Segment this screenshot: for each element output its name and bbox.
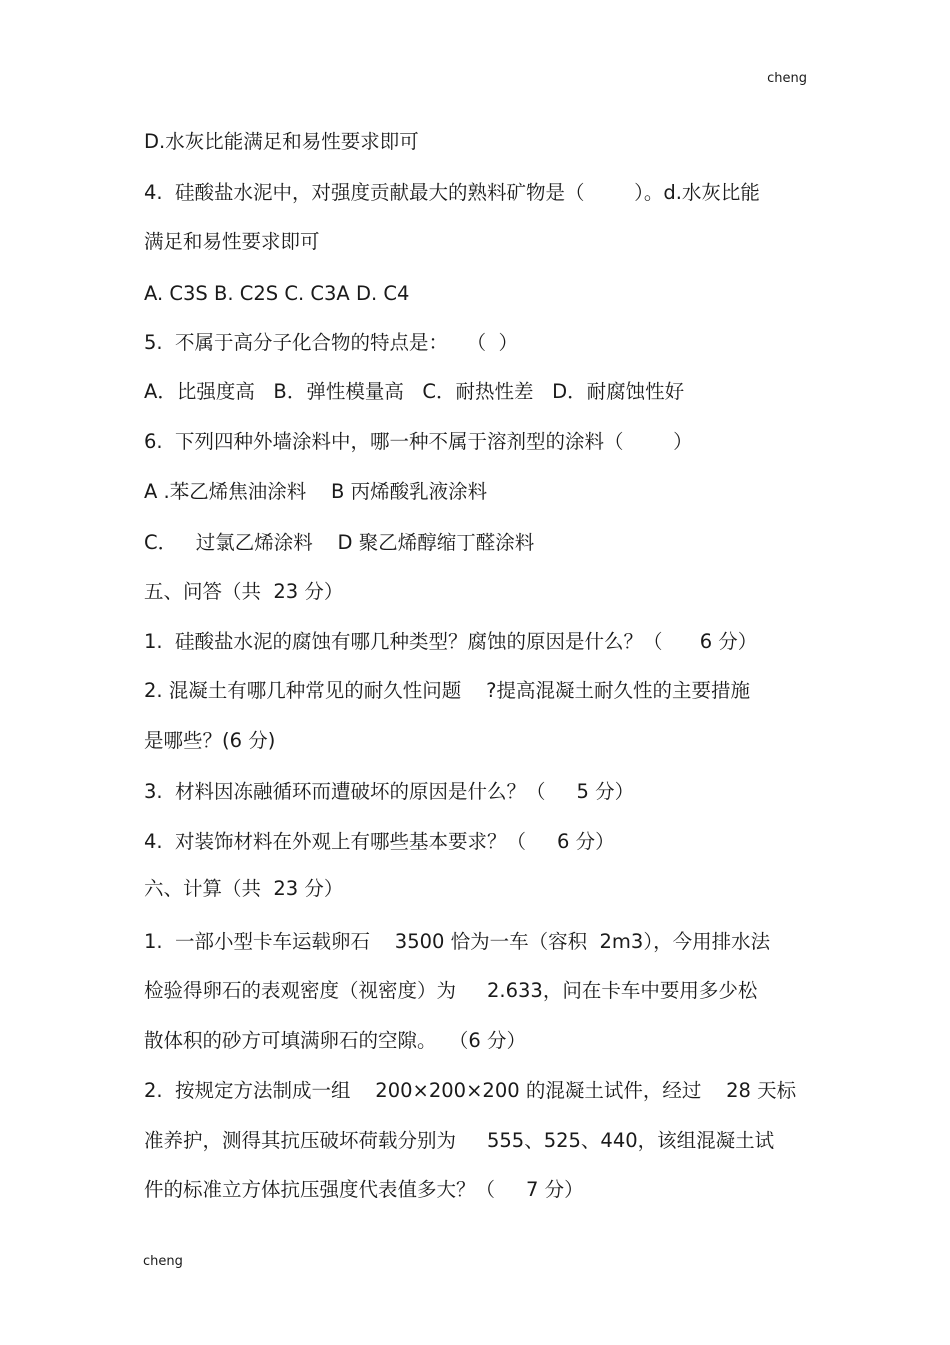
- text-line: 是哪些？(6 分): [144, 729, 276, 752]
- question-4-options: A. C3S B. C2S C. C3A D. C4: [144, 282, 410, 305]
- page-header: cheng: [767, 71, 807, 86]
- text-line: 件的标准立方体抗压强度代表值多大？（ 7 分）: [144, 1178, 584, 1201]
- qa-question-1: 1. 硅酸盐水泥的腐蚀有哪几种类型？腐蚀的原因是什么？（ 6 分）: [144, 630, 758, 653]
- section-heading-calc: 六、计算（共 23 分）: [144, 877, 344, 900]
- question-4: 4. 硅酸盐水泥中，对强度贡献最大的熟料矿物是（ ）。d.水灰比能: [144, 181, 760, 204]
- section-heading-qa: 五、问答（共 23 分）: [144, 580, 344, 603]
- qa-question-4: 4. 对装饰材料在外观上有哪些基本要求？（ 6 分）: [144, 830, 615, 853]
- page-footer: cheng: [143, 1254, 183, 1269]
- text-line: 检验得卵石的表观密度（视密度）为 2.633，问在卡车中要用多少松: [144, 979, 758, 1002]
- qa-question-2: 2. 混凝土有哪几种常见的耐久性问题 ?提高混凝土耐久性的主要措施: [144, 679, 750, 702]
- text-line: 满足和易性要求即可: [144, 230, 320, 253]
- calc-question-1: 1. 一部小型卡车运载卵石 3500 恰为一车（容积 2m3），今用排水法: [144, 930, 771, 953]
- question-6-options-ab: A .苯乙烯焦油涂料 B 丙烯酸乳液涂料: [144, 480, 488, 503]
- text-line: 散体积的砂方可填满卵石的空隙。 （6 分）: [144, 1029, 527, 1052]
- qa-question-3: 3. 材料因冻融循环而遭破坏的原因是什么？（ 5 分）: [144, 780, 635, 803]
- question-5: 5. 不属于高分子化合物的特点是： （ ）: [144, 331, 518, 354]
- question-5-options: A．比强度高 B．弹性模量高 C．耐热性差 D．耐腐蚀性好: [144, 380, 685, 403]
- question-6: 6. 下列四种外墙涂料中，哪一种不属于溶剂型的涂料（ ）: [144, 430, 693, 453]
- text-line: 准养护，测得其抗压破坏荷载分别为 555、525、440，该组混凝土试: [144, 1129, 775, 1152]
- question-6-options-cd: C． 过氯乙烯涂料 D 聚乙烯醇缩丁醛涂料: [144, 531, 535, 554]
- text-line: D.水灰比能满足和易性要求即可: [144, 130, 419, 153]
- calc-question-2: 2. 按规定方法制成一组 200×200×200 的混凝土试件，经过 28 天标: [144, 1079, 797, 1102]
